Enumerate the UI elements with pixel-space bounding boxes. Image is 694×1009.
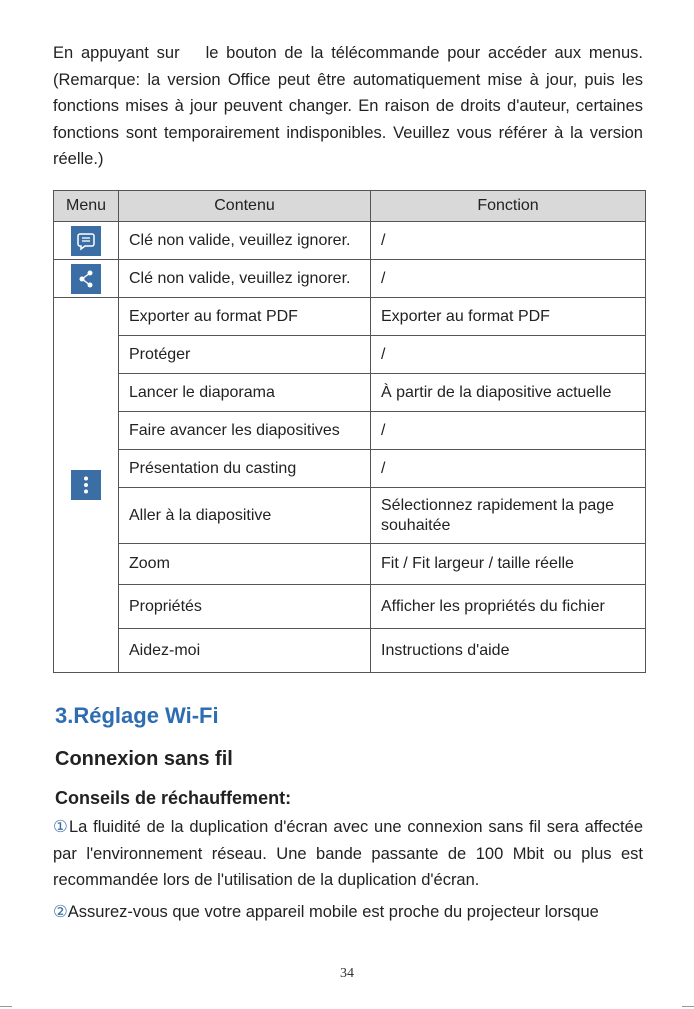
fonction-cell: / <box>371 336 646 374</box>
tip-number: ① <box>53 818 69 836</box>
intro-text-rest: le bouton de la télécommande pour accéder aux menus. (Remarque: la version Office peut être automatiquement mise à jour, puis les fonctions mises à jour peuvent changer. En raison de droits d'auteur, certaines fonctions sont temporairement indisponibles. Veuillez vous référer à la version réelle.) <box>53 44 643 168</box>
more-vertical-icon <box>71 470 101 500</box>
fonction-cell: Instructions d'aide <box>371 629 646 673</box>
table-row <box>54 450 646 488</box>
comment-icon <box>71 226 101 256</box>
contenu-cell: Lancer le diaporama <box>119 374 371 412</box>
header-menu: Menu <box>54 191 119 222</box>
table-row <box>54 629 646 673</box>
contenu-cell: Clé non valide, veuillez ignorer. <box>119 222 371 260</box>
menu-cell <box>54 298 119 673</box>
intro-paragraph <box>53 40 643 173</box>
menu-cell <box>54 260 119 298</box>
section-title: 3.Réglage Wi-Fi <box>55 703 219 728</box>
tip-text: Assurez-vous que votre appareil mobile est proche du projecteur lorsque <box>67 903 599 921</box>
menu-table <box>53 190 646 673</box>
menu-cell <box>54 222 119 260</box>
table-row <box>54 336 646 374</box>
header-contenu: Contenu <box>119 191 371 222</box>
contenu-cell: Faire avancer les diapositives <box>119 412 371 450</box>
fonction-cell: / <box>371 412 646 450</box>
tips-heading: Conseils de réchauffement: <box>55 788 292 808</box>
table-row <box>54 260 646 298</box>
table-row <box>54 374 646 412</box>
fonction-cell: Afficher les propriétés du fichier <box>371 585 646 629</box>
crop-mark-right <box>682 1006 694 1007</box>
section-subtitle: Connexion sans fil <box>55 748 233 770</box>
tip-paragraph-1 <box>53 814 643 894</box>
header-fonction: Fonction <box>371 191 646 222</box>
table-row <box>54 544 646 585</box>
table-row <box>54 222 646 260</box>
contenu-cell: Exporter au format PDF <box>119 298 371 336</box>
fonction-cell: À partir de la diapositive actuelle <box>371 374 646 412</box>
tip-paragraph-2 <box>53 899 643 926</box>
table-row <box>54 585 646 629</box>
contenu-cell: Protéger <box>119 336 371 374</box>
crop-mark-left <box>0 1006 12 1007</box>
fonction-cell: Sélectionnez rapidement la page souhaitée <box>371 488 646 544</box>
contenu-cell: Clé non valide, veuillez ignorer. <box>119 260 371 298</box>
fonction-cell: / <box>371 222 646 260</box>
table-row <box>54 412 646 450</box>
tip-number: ② <box>53 903 68 921</box>
page-number: 34 <box>340 966 354 981</box>
table-row <box>54 488 646 544</box>
contenu-cell: Aidez-moi <box>119 629 371 673</box>
contenu-cell: Zoom <box>119 544 371 585</box>
intro-text-start: En appuyant sur <box>53 44 180 62</box>
fonction-cell: Fit / Fit largeur / taille réelle <box>371 544 646 585</box>
tip-text: La fluidité de la duplication d'écran avec une connexion sans fil sera affectée par l'environnement réseau. Une bande passante de 100 Mbit ou plus est recommandée lors de l'utilisation de la duplication d'écran. <box>53 818 643 889</box>
fonction-cell: Exporter au format PDF <box>371 298 646 336</box>
fonction-cell: / <box>371 450 646 488</box>
table-row <box>54 298 646 336</box>
contenu-cell: Propriétés <box>119 585 371 629</box>
table-header-row <box>54 191 646 222</box>
contenu-cell: Présentation du casting <box>119 450 371 488</box>
share-icon <box>71 264 101 294</box>
contenu-cell: Aller à la diapositive <box>119 488 371 544</box>
fonction-cell: / <box>371 260 646 298</box>
